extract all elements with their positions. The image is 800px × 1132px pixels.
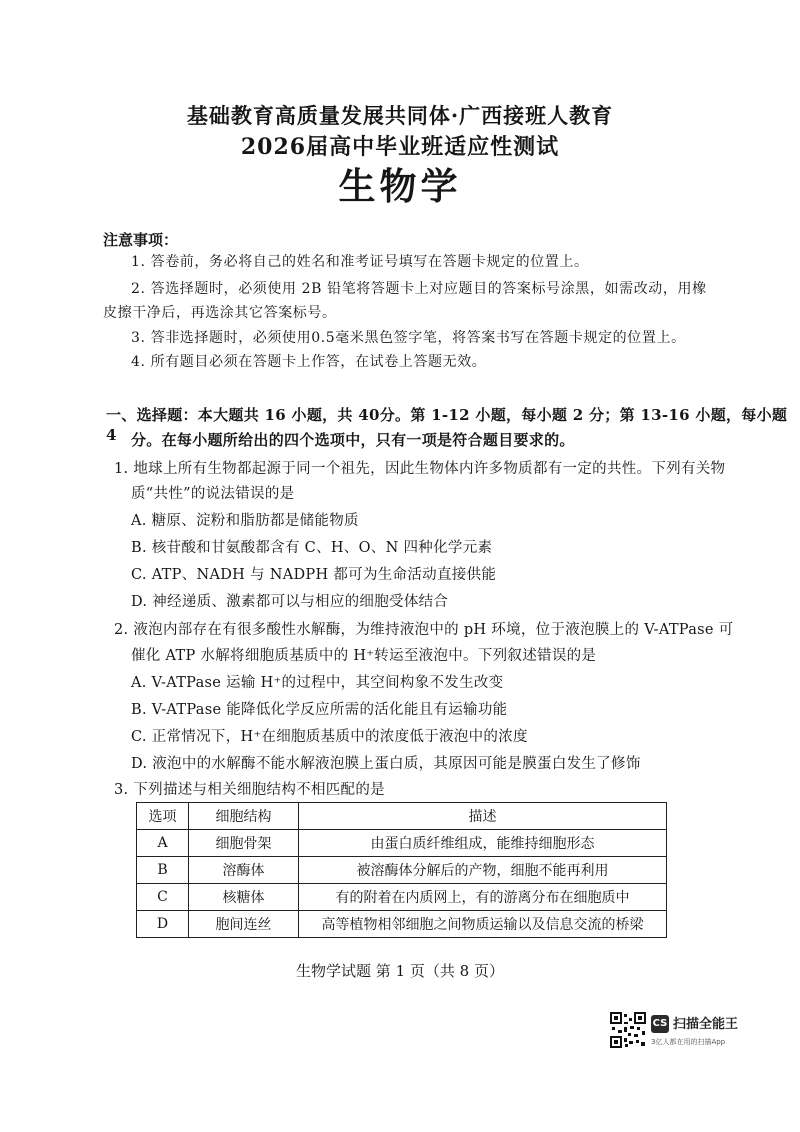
q3-row-a-option: A bbox=[137, 830, 189, 857]
q2-option-b: B. V-ATPase 能降低化学反应所需的活化能且有运输功能 bbox=[131, 702, 508, 718]
q3-header-option: 选项 bbox=[137, 803, 189, 830]
camscanner-name: 扫描全能王 bbox=[673, 1017, 739, 1032]
q1-stem-line1: 1. 地球上所有生物都起源于同一个祖先，因此生物体内许多物质都有一定的共性。下列有关物 bbox=[114, 461, 726, 477]
section-heading-line2: 分。在每小题所给出的四个选项中，只有一项是符合题目要求的。 bbox=[131, 431, 575, 449]
q2-stem-line2: 催化 ATP 水解将细胞质基质中的 H⁺转运至液泡中。下列叙述错误的是 bbox=[131, 648, 597, 664]
subject-title: 生物学 bbox=[338, 164, 462, 208]
notice-item-2-cont: 皮擦干净后，再选涂其它答案标号。 bbox=[103, 305, 337, 321]
qr-code-icon bbox=[610, 1012, 646, 1048]
section-heading-line1: 一、选择题：本大题共 16 小题，共 40分。第 1-12 小题，每小题 2 分；第 13-16 小题，每小题 4 bbox=[106, 406, 788, 444]
q3-row-c-description: 有的附着在内质网上，有的游离分布在细胞质中 bbox=[299, 884, 667, 911]
q2-option-a: A. V-ATPase 运输 H⁺的过程中，其空间构象不发生改变 bbox=[131, 675, 504, 691]
q3-header-description: 描述 bbox=[299, 803, 667, 830]
q3-row-c-option: C bbox=[137, 884, 189, 911]
table-row bbox=[137, 830, 667, 857]
q3-stem: 3. 下列描述与相关细胞结构不相匹配的是 bbox=[114, 782, 385, 798]
q3-row-a-structure: 细胞骨架 bbox=[189, 830, 299, 857]
q3-table-header-row bbox=[137, 803, 667, 830]
q3-row-b-structure: 溶酶体 bbox=[189, 857, 299, 884]
table-row bbox=[137, 884, 667, 911]
q2-option-c: C. 正常情况下，H⁺在细胞质基质中的浓度低于液泡中的浓度 bbox=[131, 729, 528, 745]
q3-row-d-description: 高等植物相邻细胞之间物质运输以及信息交流的桥梁 bbox=[299, 911, 667, 938]
exam-org-title: 基础教育高质量发展共同体·广西接班人教育 bbox=[186, 103, 614, 128]
q1-stem-line2: 质“共性”的说法错误的是 bbox=[131, 486, 295, 502]
q1-option-a: A. 糖原、淀粉和脂肪都是储能物质 bbox=[131, 513, 359, 529]
camscanner-logo-icon: CS bbox=[651, 1015, 669, 1033]
table-row bbox=[137, 911, 667, 938]
notice-item-2: 2. 答选择题时，必须使用 2B 铅笔将答题卡上对应题目的答案标号涂黑，如需改动，用橡 bbox=[131, 281, 707, 297]
notice-item-3: 3. 答非选择题时，必须使用0.5毫米黑色签字笔，将答案书写在答题卡规定的位置上。 bbox=[131, 330, 686, 346]
q1-option-d: D. 神经递质、激素都可以与相应的细胞受体结合 bbox=[131, 594, 449, 610]
q1-option-c: C. ATP、NADH 与 NADPH 都可为生命活动直接供能 bbox=[131, 567, 497, 583]
table-row bbox=[137, 857, 667, 884]
q3-row-d-option: D bbox=[137, 911, 189, 938]
q3-row-d-structure: 胞间连丝 bbox=[189, 911, 299, 938]
q3-table bbox=[136, 802, 667, 938]
q2-stem-line1: 2. 液泡内部存在有很多酸性水解酶，为维持液泡中的 pH 环境，位于液泡膜上的 V-ATPase 可 bbox=[114, 622, 734, 638]
exam-name-title: 2026届高中毕业班适应性测试 bbox=[240, 134, 560, 160]
camscanner-tagline: 3亿人都在用的扫描App bbox=[651, 1038, 726, 1046]
notice-item-1: 1. 答卷前，务必将自己的姓名和准考证号填写在答题卡规定的位置上。 bbox=[131, 254, 589, 270]
q3-row-a-description: 由蛋白质纤维组成，能维持细胞形态 bbox=[299, 830, 667, 857]
notice-heading: 注意事项： bbox=[103, 231, 179, 249]
q1-option-b: B. 核苷酸和甘氨酸都含有 C、H、O、N 四种化学元素 bbox=[131, 540, 493, 556]
q3-row-b-option: B bbox=[137, 857, 189, 884]
page-footer: 生物学试题 第 1 页（共 8 页） bbox=[296, 962, 504, 980]
q3-row-b-description: 被溶酶体分解后的产物，细胞不能再利用 bbox=[299, 857, 667, 884]
q3-header-structure: 细胞结构 bbox=[189, 803, 299, 830]
q2-option-d: D. 液泡中的水解酶不能水解液泡膜上蛋白质，其原因可能是膜蛋白发生了修饰 bbox=[131, 756, 641, 772]
q3-row-c-structure: 核糖体 bbox=[189, 884, 299, 911]
notice-item-4: 4. 所有题目必须在答题卡上作答，在试卷上答题无效。 bbox=[131, 354, 487, 370]
